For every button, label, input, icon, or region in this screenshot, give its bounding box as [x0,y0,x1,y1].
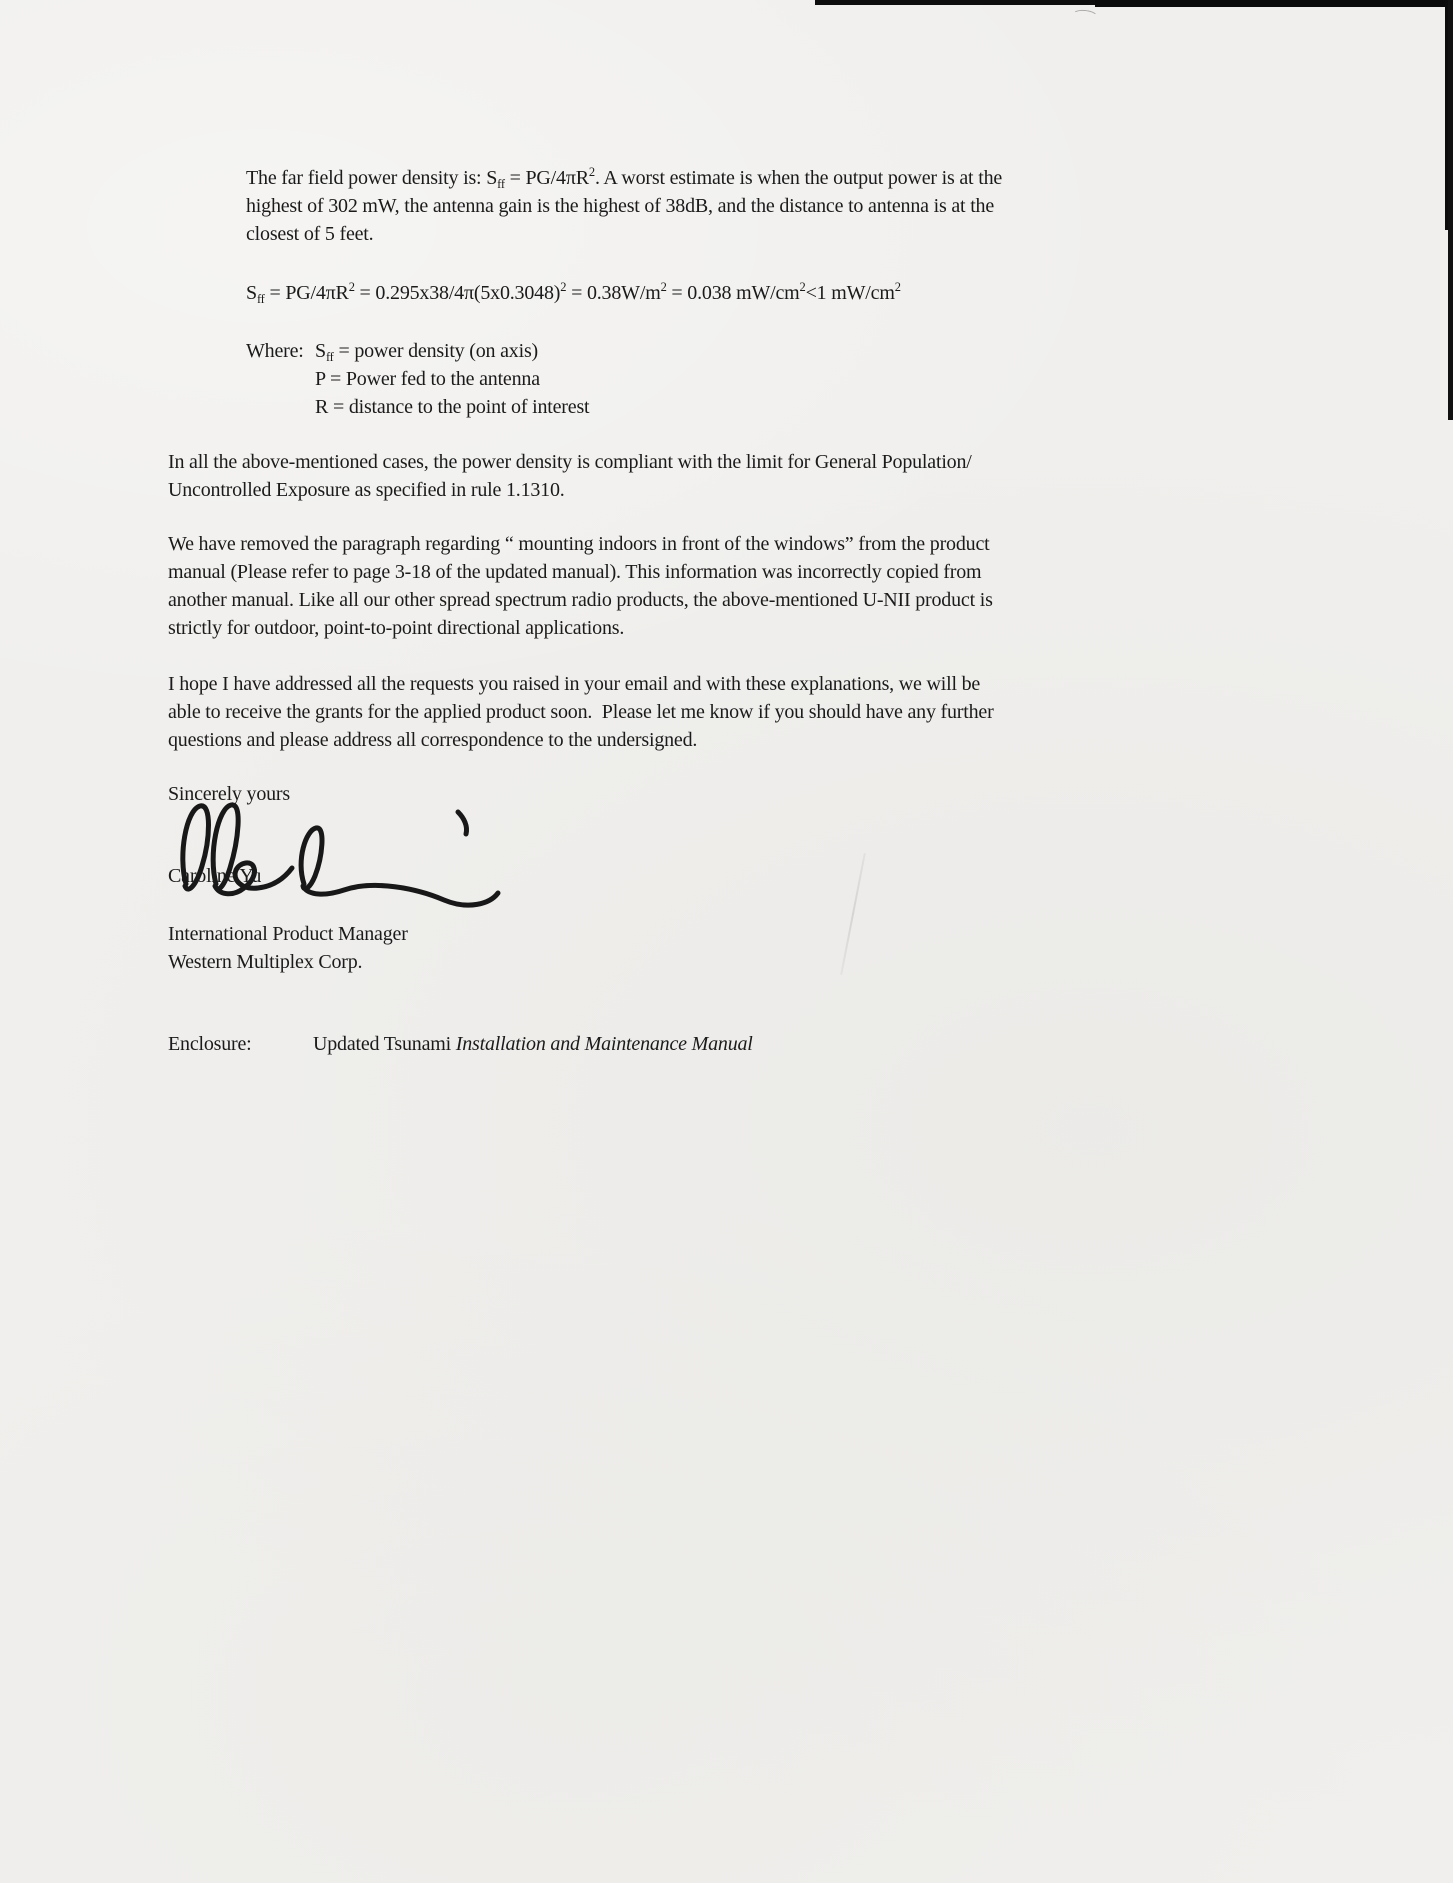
text-segment: = PG/4πR [264,282,349,304]
faint-pencil-mark [1071,9,1098,24]
signature-handwriting [158,796,538,911]
text-segment: S [246,282,257,304]
text-segment: = power density (on axis) [333,340,539,362]
where-block [246,337,589,421]
enclosure-text: Updated Tsunami [313,1033,456,1055]
superscript-2: 2 [348,280,355,294]
paragraph-closing-request [168,670,994,754]
text-line [246,337,589,365]
enclosure-manual-title: Installation and Maintenance Manual [455,1033,753,1055]
scan-edge-strip-right-2 [1448,0,1453,420]
text-line: closest of 5 feet. [246,223,374,245]
text-line: Uncontrolled Exposure as specified in rule 1.1310. [168,479,565,501]
subscript-ff: ff [325,350,334,364]
text-line [168,1030,753,1058]
superscript-2: 2 [660,280,667,294]
text-line: R = distance to the point of interest [315,396,590,418]
text-segment: <1 mW/cm [805,282,895,304]
subscript-ff: ff [497,177,505,191]
text-line: questions and please address all correspondence to the undersigned. [168,729,698,751]
text-segment: . A worst estimate is when the output power is at the [594,167,1003,189]
subscript-ff: ff [256,292,265,306]
signer-name [168,862,261,890]
text-segment: = 0.038 mW/cm [666,282,800,304]
superscript-2: 2 [560,280,567,294]
text-line [246,279,901,307]
text-segment: The far field power density is: S [246,167,498,189]
text-line: We have removed the paragraph regarding “ mounting indoors in front of the windows” from the product [168,533,990,555]
text-line: strictly for outdoor, point-to-point directional applications. [168,617,625,639]
text-line: P = Power fed to the antenna [315,368,540,390]
signer-title-block [168,920,408,976]
superscript-2: 2 [588,165,595,179]
text-segment: S [315,340,326,362]
text-line [246,164,1002,192]
text-segment: = 0.295x38/4π(5x0.3048) [354,282,561,304]
text-segment: = PG/4πR [504,167,589,189]
where-label: Where: [246,340,304,362]
superscript-2: 2 [799,280,806,294]
enclosure-label: Enclosure: [168,1033,252,1055]
text-line: Caroline Yu [168,865,262,887]
paragraph-manual-removal [168,530,993,642]
enclosure-line [168,1030,753,1058]
text-line: highest of 302 mW, the antenna gain is the highest of 38dB, and the distance to antenna is at the [246,195,995,217]
text-line: another manual. Like all our other spread spectrum radio products, the above-mentioned U-NII product is [168,589,993,611]
text-line: manual (Please refer to page 3-18 of the updated manual). This information was incorrectly copied from [168,561,982,583]
formula-line [246,279,901,307]
paper-crease-mark [840,853,866,975]
signer-company: Western Multiplex Corp. [168,951,363,973]
superscript-2: 2 [894,280,901,294]
text-segment: = 0.38W/m [566,282,661,304]
signer-title: International Product Manager [168,923,408,945]
text-line: Sincerely yours [168,783,290,805]
scan-edge-strip-top-2 [1095,0,1453,7]
text-line: In all the above-mentioned cases, the power density is compliant with the limit for General Population/ [168,451,972,473]
text-line: able to receive the grants for the applied product soon. Please let me know if you should have any further [168,701,994,723]
text-line: I hope I have addressed all the requests you raised in your email and with these explanations, we will be [168,673,981,695]
paragraph-compliance [168,448,972,504]
paragraph-far-field [246,164,1002,248]
